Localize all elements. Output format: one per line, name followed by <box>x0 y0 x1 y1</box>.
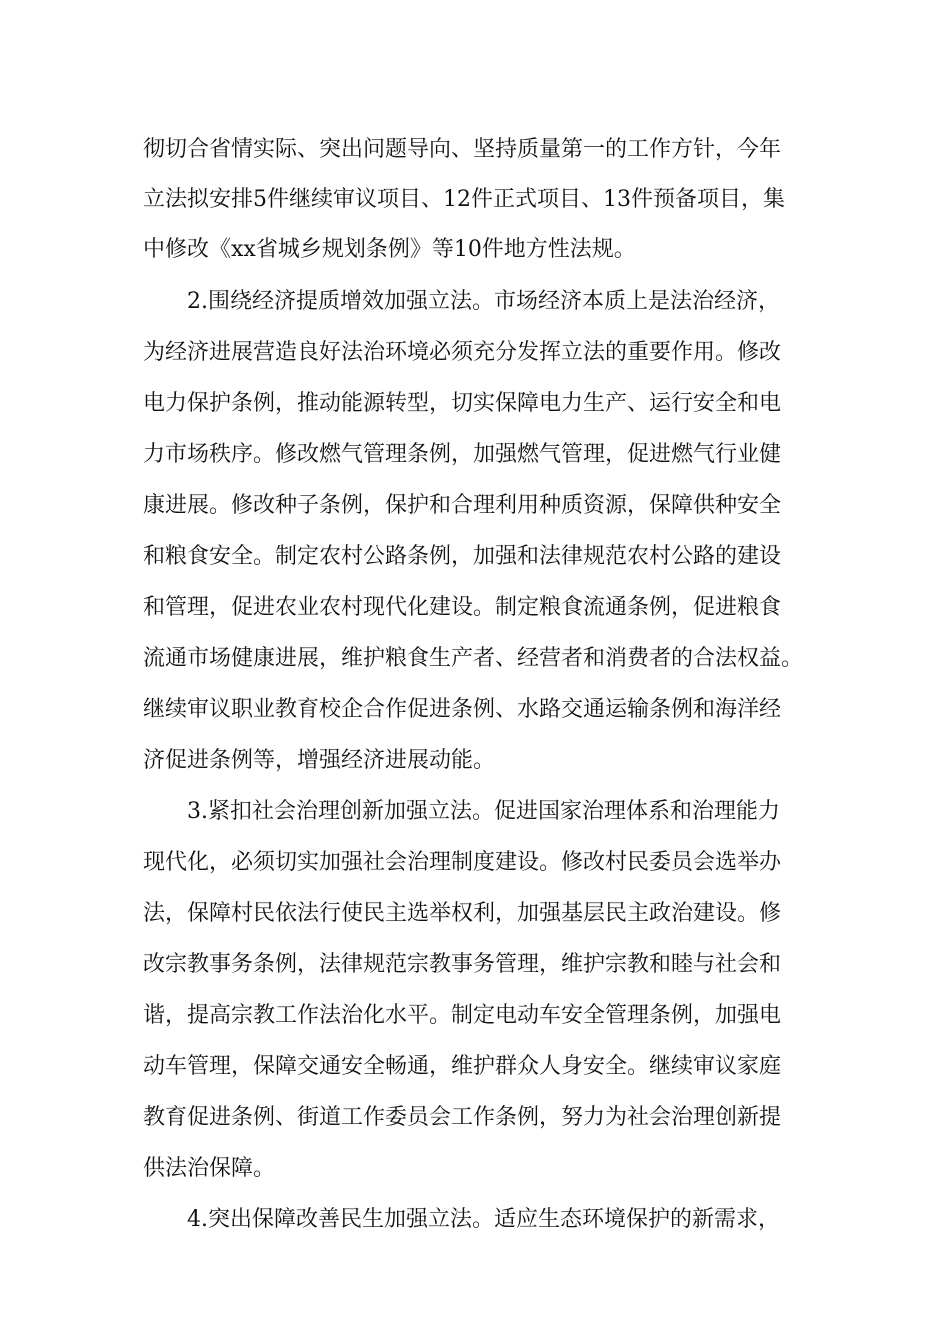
paragraph-heading-4: 4.突出保障改善民生加强立法。适应生态环境保护的新需求， <box>187 1207 780 1232</box>
text-line: 电力保护条例，推动能源转型，切实保障电力生产、运行安全和电 <box>143 391 782 416</box>
text-line: 康进展。修改种子条例，保护和合理利用种质资源，保障供种安全 <box>143 493 782 518</box>
text-line: 改宗教事务条例，法律规范宗教事务管理，维护宗教和睦与社会和 <box>143 952 782 977</box>
text-line: 法，保障村民依法行使民主选举权利，加强基层民主政治建设。修 <box>143 901 782 926</box>
text-line: 动车管理，保障交通安全畅通，维护群众人身安全。继续审议家庭 <box>143 1054 782 1079</box>
text-line: 谐，提高宗教工作法治化水平。制定电动车安全管理条例，加强电 <box>143 1003 782 1028</box>
paragraph-heading-3: 3.紧扣社会治理创新加强立法。促进国家治理体系和治理能力 <box>187 799 780 824</box>
text-line: 中修改《xx省城乡规划条例》等10件地方性法规。 <box>143 237 636 262</box>
text-line: 彻切合省情实际、突出问题导向、坚持质量第一的工作方针，今年 <box>143 137 782 162</box>
text-line: 立法拟安排5件继续审议项目、12件正式项目、13件预备项目，集 <box>143 187 785 212</box>
text-line: 供法治保障。 <box>143 1156 276 1181</box>
text-line: 流通市场健康进展，维护粮食生产者、经营者和消费者的合法权益。 <box>143 646 804 671</box>
paragraph-heading-2: 2.围绕经济提质增效加强立法。市场经济本质上是法治经济， <box>187 289 780 314</box>
text-line: 济促进条例等，增强经济进展动能。 <box>143 748 496 773</box>
text-line: 继续审议职业教育校企合作促进条例、水路交通运输条例和海洋经 <box>143 697 782 722</box>
text-line: 现代化，必须切实加强社会治理制度建设。修改村民委员会选举办 <box>143 850 782 875</box>
text-line: 和粮食安全。制定农村公路条例，加强和法律规范农村公路的建设 <box>143 544 782 569</box>
text-line: 为经济进展营造良好法治环境必须充分发挥立法的重要作用。修改 <box>143 340 782 365</box>
text-line: 和管理，促进农业农村现代化建设。制定粮食流通条例，促进粮食 <box>143 595 782 620</box>
text-line: 教育促进条例、街道工作委员会工作条例，努力为社会治理创新提 <box>143 1105 782 1130</box>
text-line: 力市场秩序。修改燃气管理条例，加强燃气管理，促进燃气行业健 <box>143 442 782 467</box>
